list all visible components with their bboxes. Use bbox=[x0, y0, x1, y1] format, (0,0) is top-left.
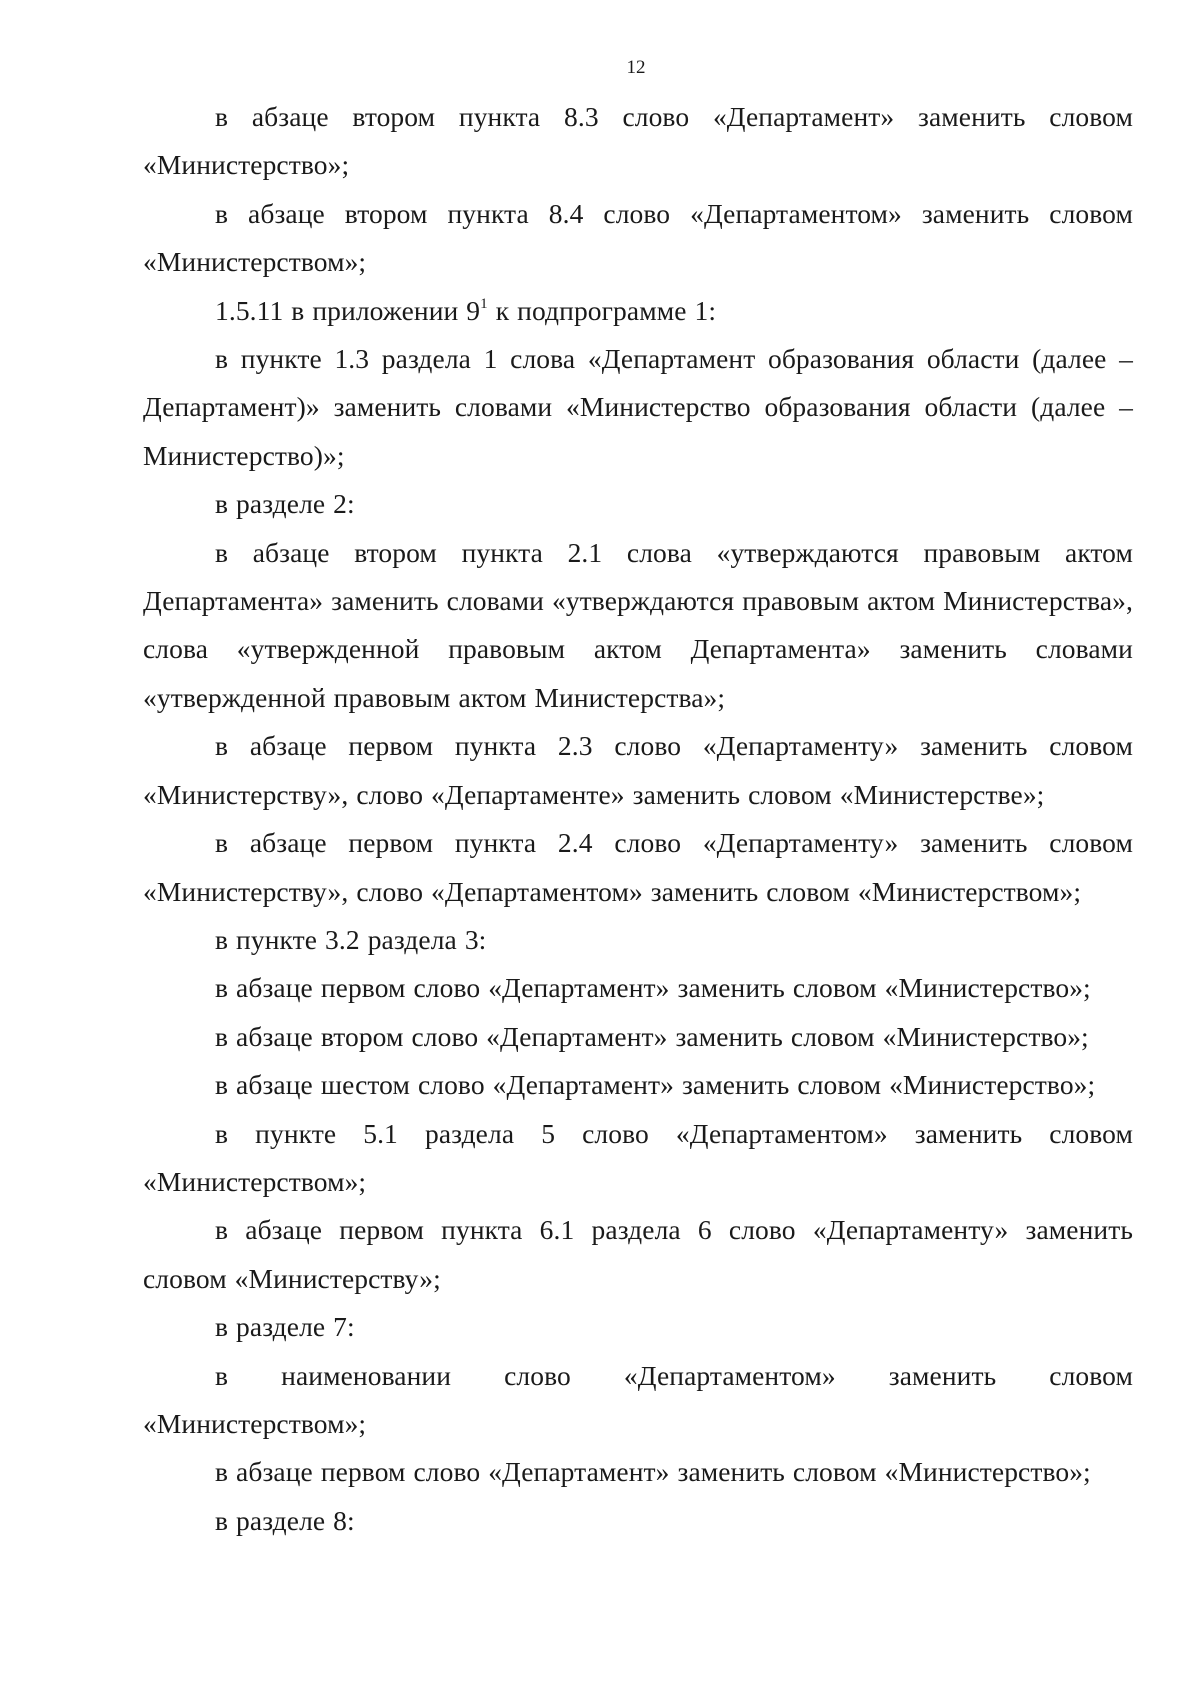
paragraph: в пункте 1.3 раздела 1 слова «Департамент образования области (далее – Департамент)» заменить словами «Министерство образования области (далее – Министерство)»; bbox=[143, 343, 1133, 471]
paragraph: в абзаце первом слово «Департамент» заменить словом «Министерство»; bbox=[215, 972, 1091, 1004]
page-number: 12 bbox=[626, 57, 646, 78]
paragraph: в абзаце шестом слово «Департамент» заменить словом «Министерство»; bbox=[215, 1069, 1096, 1101]
paragraph: в абзаце первом пункта 2.3 слово «Департаменту» заменить словом «Министерству», слово «Департаменте» заменить словом «Министерстве»; bbox=[143, 730, 1133, 810]
document-body bbox=[143, 93, 1133, 1545]
paragraph: в абзаце втором слово «Департамент» заменить словом «Министерство»; bbox=[215, 1020, 1089, 1052]
superscript: 1 bbox=[480, 295, 488, 312]
paragraph-text: 1.5.11 в приложении 9 bbox=[215, 294, 481, 326]
paragraph: в абзаце первом пункта 2.4 слово «Департаменту» заменить словом «Министерству», слово «Департаментом» заменить словом «Министерством»; bbox=[143, 827, 1133, 907]
paragraph-text: к подпрограмме 1: bbox=[487, 294, 717, 326]
paragraph: в разделе 7: bbox=[215, 1311, 355, 1343]
paragraph-appendix-heading bbox=[143, 287, 1133, 335]
paragraph: в пункте 5.1 раздела 5 слово «Департаментом» заменить словом «Министерством»; bbox=[143, 1117, 1133, 1197]
paragraph: в разделе 8: bbox=[215, 1504, 355, 1536]
paragraph: в разделе 2: bbox=[215, 488, 355, 520]
paragraph: в пункте 3.2 раздела 3: bbox=[215, 923, 487, 955]
paragraph: в абзаце втором пункта 8.3 слово «Департамент» заменить словом «Министерство»; bbox=[143, 101, 1133, 181]
paragraph: в абзаце первом слово «Департамент» заменить словом «Министерство»; bbox=[215, 1456, 1091, 1488]
paragraph: в абзаце первом пункта 6.1 раздела 6 слово «Департаменту» заменить словом «Министерству»; bbox=[143, 1214, 1133, 1294]
paragraph: в абзаце втором пункта 2.1 слова «утверждаются правовым актом Департамента» заменить словами «утверждаются правовым актом Министерства», слова «утвержденной правовым актом Департамента» заменить словами «утвержденной правовым актом Министерства»; bbox=[143, 536, 1133, 713]
paragraph: в абзаце втором пункта 8.4 слово «Департаментом» заменить словом «Министерством»; bbox=[143, 197, 1133, 278]
paragraph: в наименовании слово «Департаментом» заменить словом «Министерством»; bbox=[143, 1359, 1133, 1439]
